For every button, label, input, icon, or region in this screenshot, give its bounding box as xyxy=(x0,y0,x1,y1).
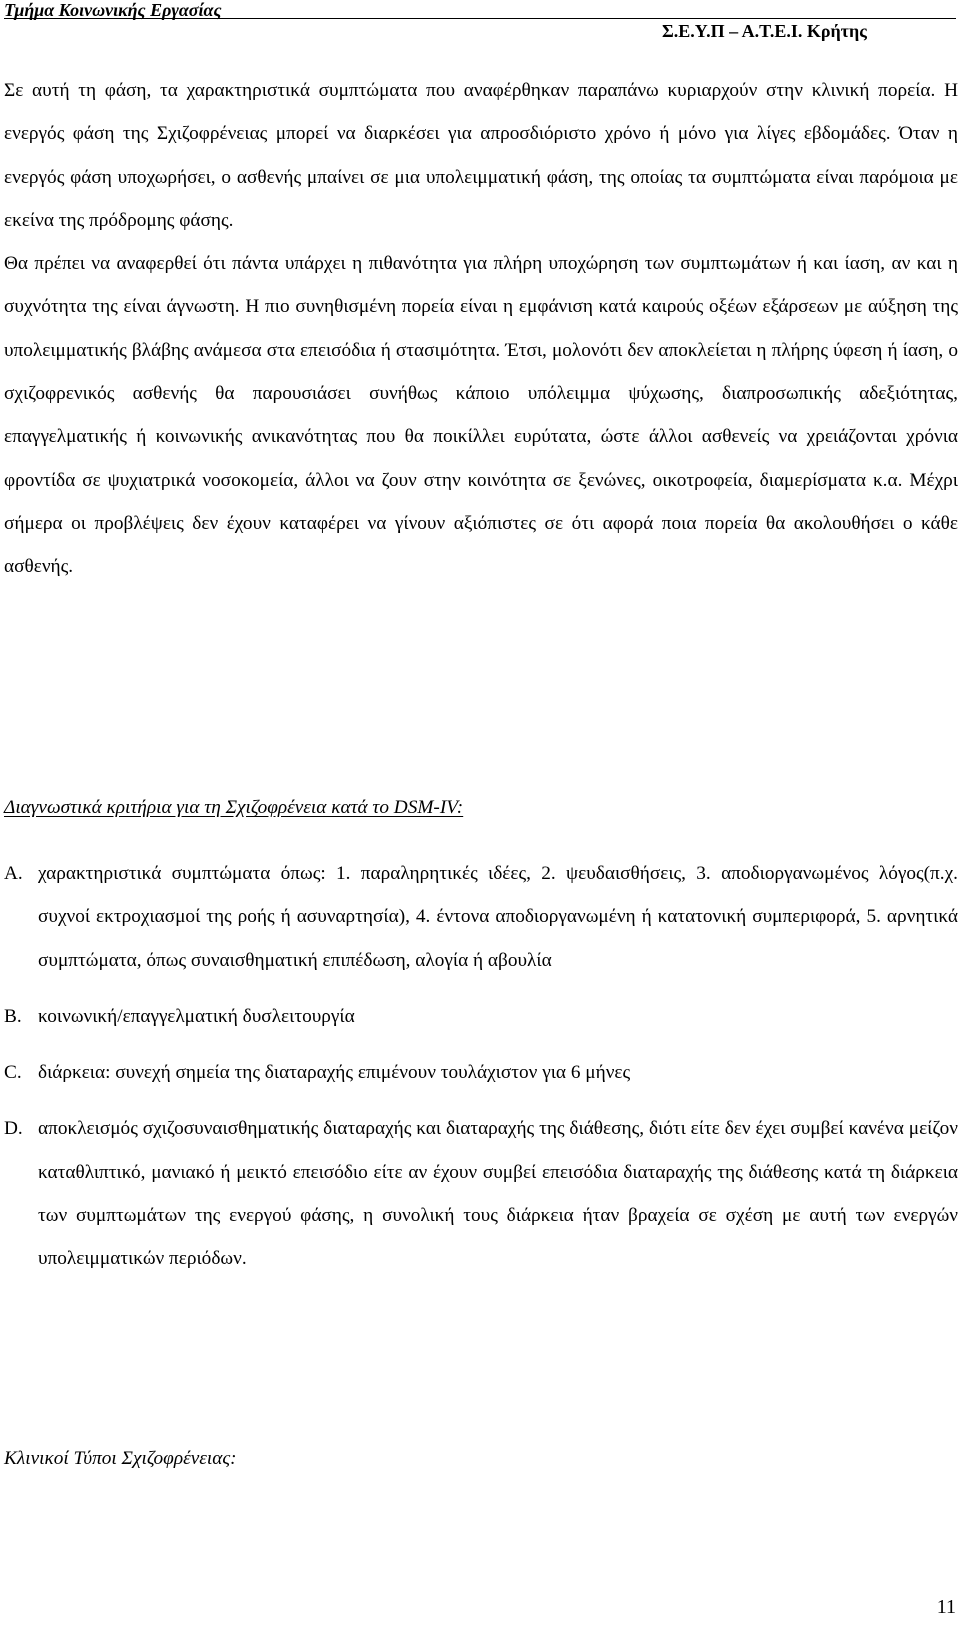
header-divider xyxy=(4,18,956,19)
paragraph-active-phase: Σε αυτή τη φάση, τα χαρακτηριστικά συμπτώματα που αναφέρθηκαν παραπάνω κυριαρχούν στην κλινική πορεία. Η ενεργός φάση της Σχιζοφρένειας μπορεί να διαρκέσει για απροσδιόριστο χρόνο ή μόνο για λίγες εβδομάδες. Όταν η ενεργός φάση υποχωρήσει, ο ασθενής μπαίνει σε μια υπολειμματική φάση, της οποίας τα συμπτώματα είναι παρόμοια με εκείνα της πρόδρομης φάσης. xyxy=(4,80,958,231)
criteria-text: κοινωνική/επαγγελματική δυσλειτουργία xyxy=(38,1005,355,1027)
body-text xyxy=(4,69,958,589)
criteria-letter: B. xyxy=(4,1005,22,1027)
criteria-letter: C. xyxy=(4,1062,22,1084)
criteria-item-b xyxy=(4,995,958,1038)
criteria-item-a xyxy=(4,852,958,982)
paragraph-course-prognosis: Θα πρέπει να αναφερθεί ότι πάντα υπάρχει η πιθανότητα για πλήρη υποχώρηση των συμπτωμάτων ή και ίαση, αν και η συχνότητα της είναι άγνωστη. Η πιο συνηθισμένη πορεία είναι η εμφάνιση κατά καιρούς οξέων εξάρσεων με αύξηση της υπολειμματικής βλάβης ανάμεσα στα επεισόδια ή στασιμότητα. Έτσι, μολονότι δεν αποκλείεται η πλήρης ύφεση ή ίαση, ο σχιζοφρενικός ασθενής θα παρουσιάσει συνήθως κάποιο υπόλειμμα ψύχωσης, διαπροσωπικής αδεξιότητας, επαγγελματικής ή κοινωνικής ανικανότητας που θα ποικίλλει ευρύτατα, ώστε άλλοι ασθενείς να χρειάζονται χρόνια φροντίδα σε ψυχιατρικά νοσοκομεία, άλλοι να ζουν στην κοινότητα σε ξενώνες, οικοτροφεία, διαμερίσματα κ.α. Μέχρι σήμερα οι προβλέψεις δεν έχουν καταφέρει να γίνουν αξιόπιστες σε ότι αφορά ποια πορεία θα ακολουθήσει ο κάθε ασθενής. xyxy=(4,253,958,578)
criteria-list xyxy=(4,852,958,1294)
criteria-section-title: Διαγνωστικά κριτήρια για τη Σχιζοφρένεια κατά το DSM-IV: xyxy=(4,797,464,818)
criteria-text: χαρακτηριστικά συμπτώματα όπως: 1. παραληρητικές ιδέες, 2. ψευδαισθήσεις, 3. αποδιοργανωμένος λόγος(π.χ. συχνοί εκτροχιασμοί της ροής ή ασυναρτησία), 4. έντονα αποδιοργανωμένη ή κατατονική συμπεριφορά, 5. αρνητικά συμπτώματα, όπως συναισθηματική επιπέδωση, αλογία ή αβουλία xyxy=(38,863,958,971)
criteria-text: διάρκεια: συνεχή σημεία της διαταραχής επιμένουν τουλάχιστον για 6 μήνες xyxy=(38,1062,631,1084)
header-institution-title: Σ.Ε.Υ.Π – Α.Τ.Ε.Ι. Κρήτης xyxy=(662,21,867,41)
header-department-title: Τμήμα Κοινωνικής Εργασίας xyxy=(4,0,222,20)
criteria-text: αποκλεισμός σχιζοσυναισθηματικής διαταραχής και διαταραχής της διάθεσης, διότι είτε δεν έχει συμβεί κανένα μείζον καταθλιπτικό, μανιακό ή μεικτό επεισόδιο είτε αν έχουν συμβεί επεισόδια διαταραχής της διάθεσης κατά τη διάρκεια των συμπτωμάτων της ενεργού φάσης, η συνολική τους διάρκεια ήταν βραχεία σε σχέση με αυτή των ενεργών υπολειμματικών περιόδων. xyxy=(38,1118,958,1270)
criteria-letter: D. xyxy=(4,1118,23,1140)
page-number: 11 xyxy=(936,1596,956,1618)
criteria-letter: A. xyxy=(4,863,23,884)
clinical-types-title: Κλινικοί Τύποι Σχιζοφρένειας: xyxy=(4,1448,237,1469)
criteria-item-d xyxy=(4,1107,958,1280)
criteria-item-c xyxy=(4,1051,958,1094)
